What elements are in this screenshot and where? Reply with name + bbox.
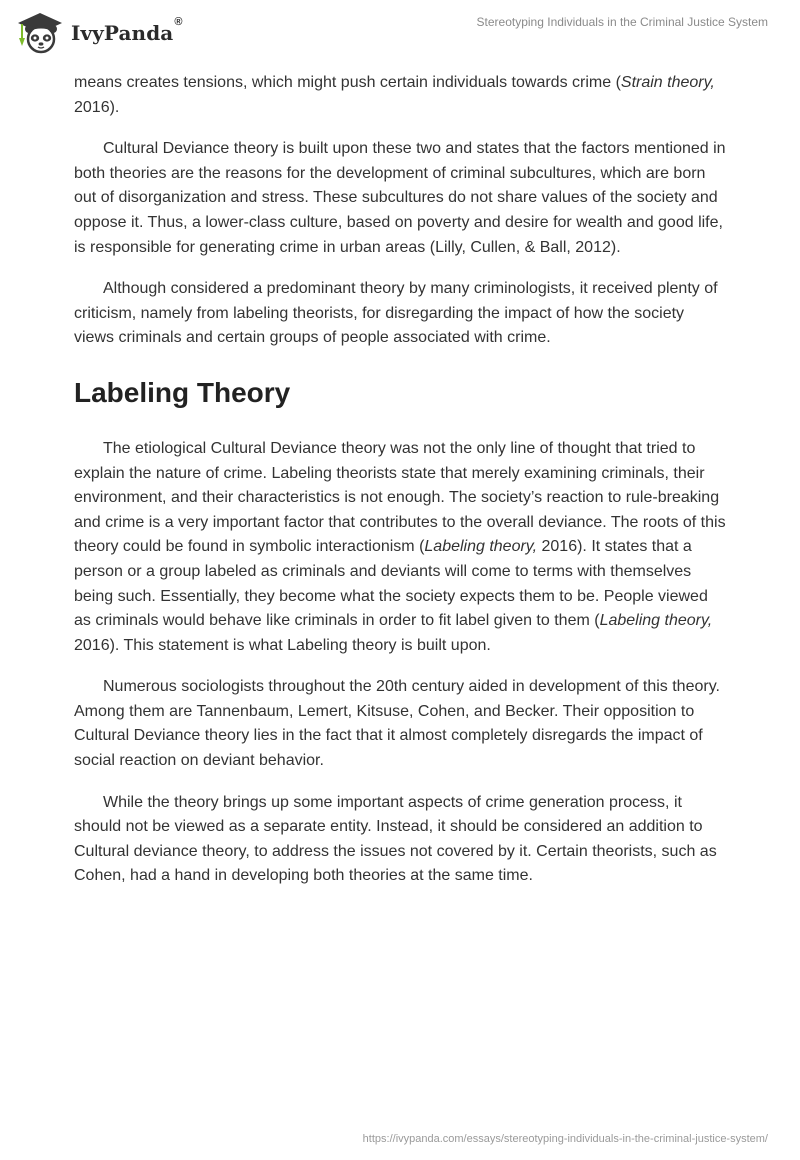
citation: Strain theory, xyxy=(620,74,715,91)
source-url[interactable]: https://ivypanda.com/essays/stereotyping-individuals-in-the-criminal-justice-system/ xyxy=(362,1133,768,1145)
essay-content xyxy=(74,71,726,889)
brand-name: IvyPanda® xyxy=(71,16,183,45)
paragraph-cultural-deviance: Cultural Deviance theory is built upon these two and states that the factors mentioned in both theories are the reasons for the development of criminal subcultures, which are born out of disorganization and stress. These subcultures do not share values of the society and oppose it. Thus, a lower-class culture, based on poverty and desire for wealth and good life, is responsible for generating crime in urban areas (Lilly, Cullen, & Ball, 2012). xyxy=(74,140,726,256)
citation: Labeling theory, xyxy=(599,612,713,630)
citation: Labeling theory, xyxy=(424,538,538,556)
page-header xyxy=(0,0,800,64)
brand-logo[interactable] xyxy=(14,8,183,56)
paragraph-strain-theory: means creates tensions, which might push certain individuals towards crime (Strain theory, 2016). xyxy=(74,74,715,116)
paragraph-labeling-intro: The etiological Cultural Deviance theory was not the only line of thought that tried to explain the nature of crime. Labeling theorists state that merely examining criminals, their environment, and their characteristics is not enough. The society’s reaction to rule-breaking and crime is a very important factor that contributes to the overall deviance. The roots of this theory could be found in symbolic interactionism (Labeling theory, 2016). It states that a person or a group labeled as criminals and deviants will come to terms with themselves being such. Essentially, they become what the society expects them to be. People viewed as criminals would behave like criminals in order to fit label given to them (Labeling theory, 2016). This statement is what Labeling theory is built upon. xyxy=(74,439,726,654)
paragraph-criticism: Although considered a predominant theory by many criminologists, it received plenty of criticism, namely from labeling theorists, for disregarding the impact of how the society views criminals and certain groups of people associated with crime. xyxy=(74,280,718,347)
section-heading: Labeling Theory xyxy=(74,376,291,408)
paragraph-conclusion: While the theory brings up some important aspects of crime generation process, it should not be viewed as a separate entity. Instead, it should be considered an addition to Cultural deviance theory, to address the issues not covered by it. Certain theorists, such as Cohen, had a hand in developing both theories at the same time. xyxy=(74,793,717,885)
document-title: Stereotyping Individuals in the Criminal Justice System xyxy=(476,15,768,29)
panda-graduate-icon xyxy=(14,8,68,56)
registered-mark: ® xyxy=(174,16,183,28)
paragraph-sociologists: Numerous sociologists throughout the 20th century aided in development of this theory. Among them are Tannenbaum, Lemert, Kitsuse, Cohen, and Becker. Their opposition to Cultural Deviance theory lies in the fact that it almost completely disregards the impact of social reaction on deviant behavior. xyxy=(74,678,720,770)
